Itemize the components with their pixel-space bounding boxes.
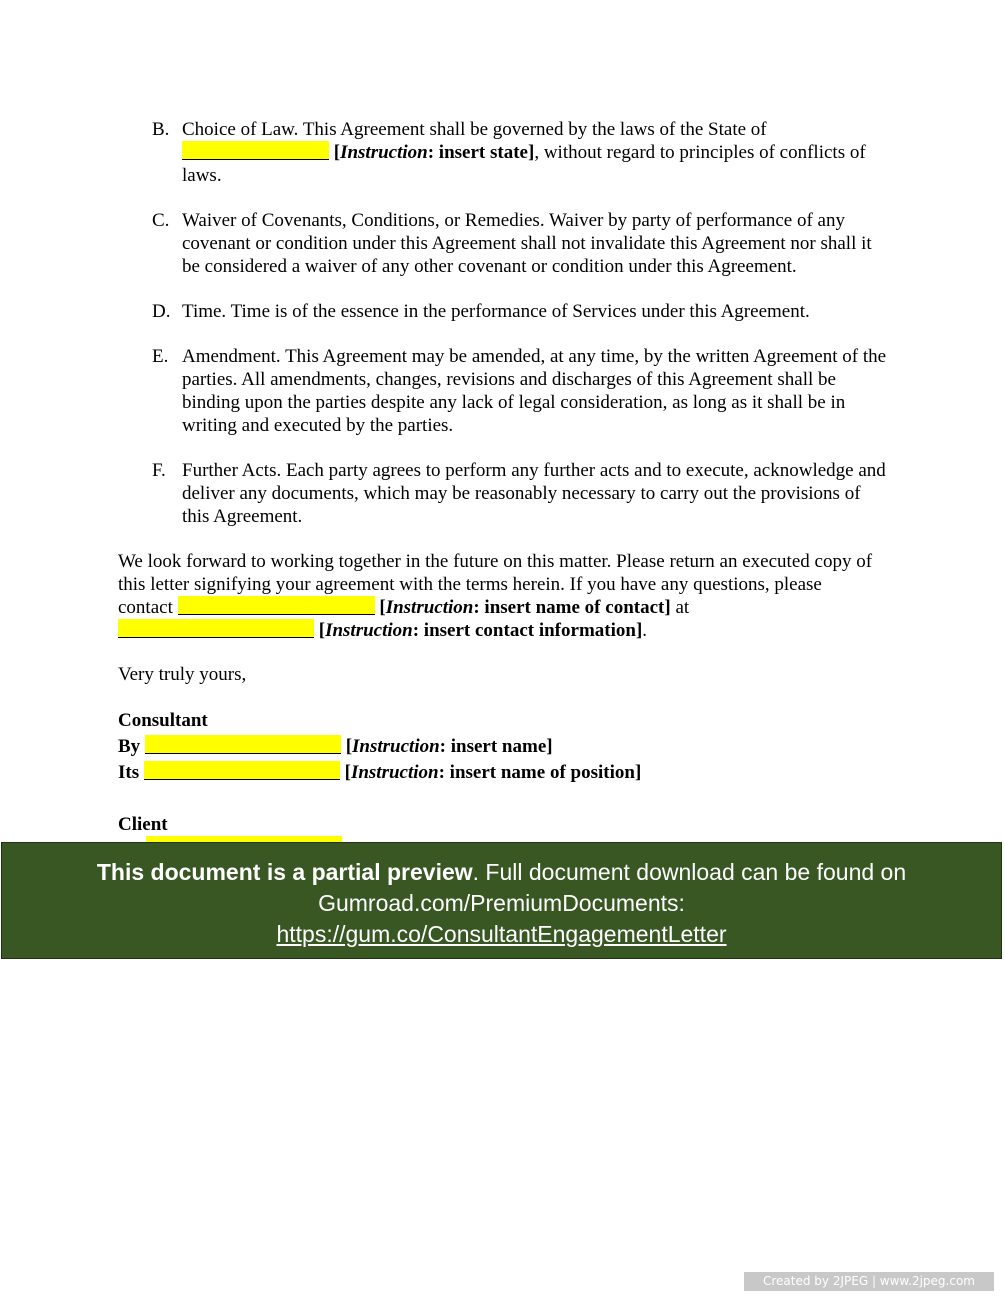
- banner-bold-text: This document is a partial preview: [96, 859, 473, 885]
- consultant-label: Consultant: [118, 710, 208, 731]
- partial-preview-banner: [1, 842, 1002, 959]
- clause-letter: C.: [152, 210, 170, 231]
- by-name-blank[interactable]: [145, 735, 341, 754]
- clause-e: [152, 345, 892, 437]
- instruction-label: Instruction: [352, 736, 440, 757]
- clause-text: Further Acts. Each party agrees to perform any further acts and to execute, acknowledge and deliver any documents, which may be reasonably necessary to carry out the provisions of this Agreement.: [182, 460, 886, 527]
- salutation: Very truly yours,: [118, 664, 247, 685]
- instruction-label: Instruction: [350, 762, 439, 783]
- by-line: By [Instruction: insert name]: [118, 736, 553, 757]
- download-link[interactable]: https://gum.co/ConsultantEngagementLetter: [276, 921, 727, 947]
- clause-text: Time. Time is of the essence in the performance of Services under this Agreement.: [182, 301, 810, 322]
- contact-info-blank[interactable]: [118, 619, 314, 638]
- instruction-text: : insert contact information: [412, 620, 636, 641]
- clause-text: Choice of Law. This Agreement shall be governed by the laws of the State of: [182, 119, 767, 140]
- contact-name-blank[interactable]: [178, 596, 375, 615]
- closing-text: We look forward to working together in the future on this matter. Please return an executed copy of this letter signifying your agreement with the terms herein. If you have any questions, please: [118, 551, 873, 595]
- its-line: Its [Instruction: insert name of position]: [118, 762, 642, 783]
- banner-text: . Full document download can be found on: [472, 859, 907, 885]
- client-label: Client: [118, 814, 168, 835]
- clause-c: [152, 209, 892, 278]
- clause-letter: D.: [152, 301, 171, 322]
- period: .: [642, 620, 648, 641]
- clause-text: laws.: [182, 165, 222, 186]
- instruction-label: Instruction: [385, 597, 474, 618]
- clause-f: [152, 459, 892, 528]
- clause-text: Amendment. This Agreement may be amended, at any time, by the written Agreement of the parties. All amendments, changes, revisions and discharges of this Agreement shall be binding upon the parties despite any lack of legal consideration, as long as it shall be in writing and executed by the parties.: [182, 346, 887, 436]
- instruction-text: : insert name of position: [438, 762, 635, 783]
- at-word: at: [675, 597, 690, 618]
- clause-letter: B.: [152, 119, 170, 140]
- closing-paragraph: We look forward to working together in the future on this matter. Please return an executed copy of this letter signifying your agreement with the terms herein. If you have any questions, please contact [Instruction: insert name of contact] at [Instruction: insert contact information].: [118, 551, 873, 641]
- instruction-text: : insert name: [439, 736, 547, 757]
- clause-text: , without regard to principles of conflicts of: [534, 142, 866, 163]
- clause-text: Waiver of Covenants, Conditions, or Remedies. Waiver by party of performance of any covenant or condition under this Agreement shall not invalidate this Agreement nor shall it be considered a waiver of any other covenant or condition under this Agreement.: [182, 210, 872, 277]
- clause-d: [152, 300, 892, 323]
- clause-letter: E.: [152, 346, 169, 367]
- clause-b: B. Choice of Law. This Agreement shall be governed by the laws of the State of [Instruction: insert state], without regard to principles of conflicts of laws.: [152, 118, 892, 187]
- instruction-label: Instruction: [325, 620, 413, 641]
- position-blank[interactable]: [144, 761, 340, 780]
- instruction-label: Instruction: [340, 142, 428, 163]
- contact-word: contact: [118, 597, 173, 618]
- its-label: Its: [118, 762, 140, 783]
- instruction-text: : insert state: [427, 142, 528, 163]
- clause-letter: F.: [152, 460, 166, 481]
- instruction-text: : insert name of contact: [473, 597, 665, 618]
- banner-line-2: Gumroad.com/PremiumDocuments:: [318, 890, 685, 916]
- watermark: Created by 2JPEG | www.2jpeg.com: [744, 1272, 994, 1291]
- by-label: By: [118, 736, 141, 757]
- state-blank[interactable]: [182, 141, 329, 160]
